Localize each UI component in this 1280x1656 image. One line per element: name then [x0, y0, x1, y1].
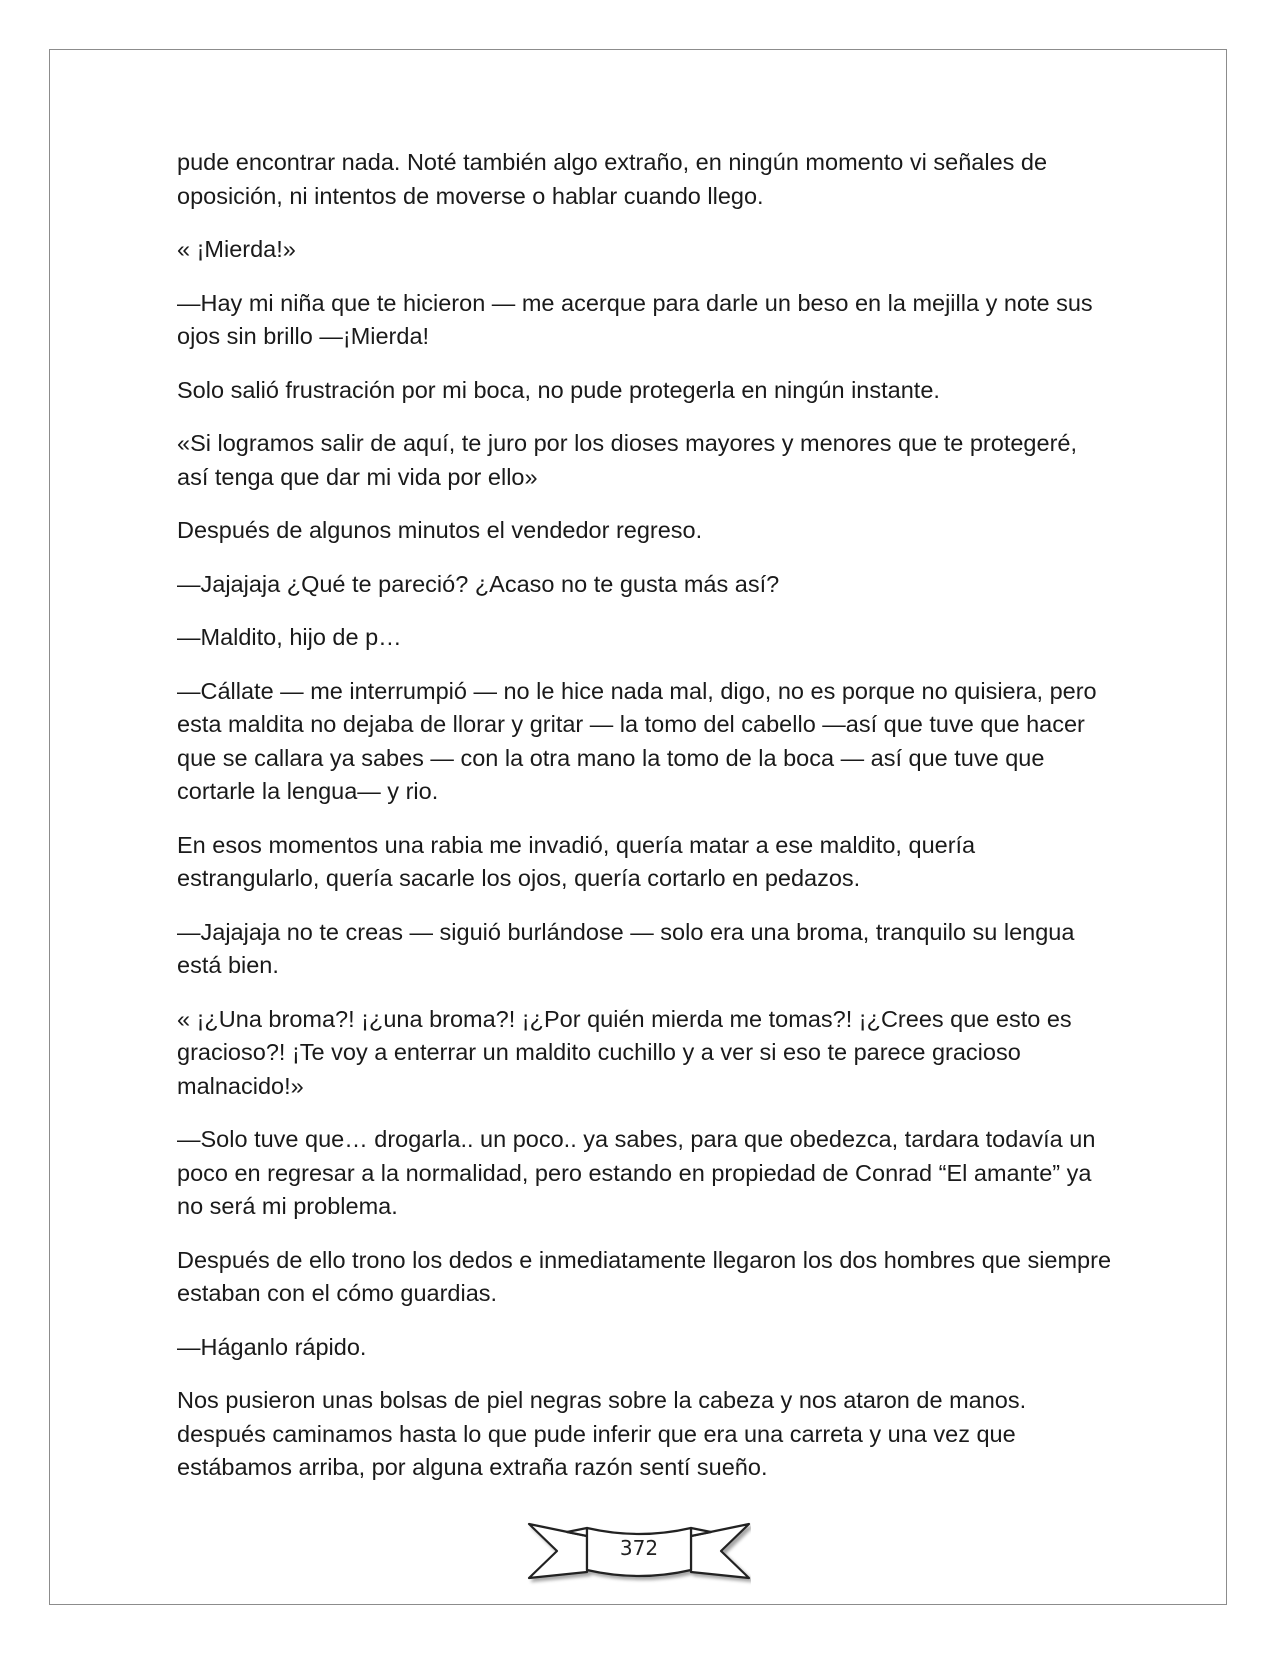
- paragraph: —Cállate — me interrumpió — no le hice nada mal, digo, no es porque no quisiera, pero esta maldita no dejaba de llorar y gritar — la tomo del cabello —así que tuve que hacer que se callara ya sabes — con la otra mano la tomo de la boca — así que tuve que cortarle la lengua— y rio.: [177, 677, 1097, 804]
- paragraph: En esos momentos una rabia me invadió, quería matar a ese maldito, quería estrangularlo, quería sacarle los ojos, quería cortarlo en pedazos.: [177, 831, 976, 891]
- paragraph: «Si logramos salir de aquí, te juro por los dioses mayores y menores que te protegeré, así tenga que dar mi vida por ello»: [177, 430, 1077, 490]
- paragraph: —Háganlo rápido.: [177, 1333, 367, 1360]
- page-number: 372: [619, 1536, 659, 1560]
- paragraph: —Jajajaja no te creas — siguió burlándose — solo era una broma, tranquilo su lengua está bien.: [177, 918, 1075, 978]
- paragraph: « ¡¿Una broma?! ¡¿una broma?! ¡¿Por quién mierda me tomas?! ¡¿Crees que esto es gracioso?! ¡Te voy a enterrar un maldito cuchillo y a ver si eso te parece gracioso malnacido!»: [177, 1005, 1072, 1099]
- paragraph: —Maldito, hijo de p…: [177, 624, 402, 650]
- paragraph: —Solo tuve que… drogarla.. un poco.. ya sabes, para que obedezca, tardara todavía un poco en regresar a la normalidad, pero estando en propiedad de Conrad “El amante” ya no será mi problema.: [177, 1126, 1096, 1219]
- paragraph: Después de algunos minutos el vendedor regreso.: [177, 517, 703, 543]
- paragraph: « ¡Mierda!»: [177, 236, 296, 262]
- paragraph: Nos pusieron unas bolsas de piel negras sobre la cabeza y nos ataron de manos. después caminamos hasta lo que pude inferir que era una carreta y una vez que estábamos arriba, por alguna extraña razón sentí sueño.: [177, 1387, 1027, 1480]
- text-body: [177, 146, 1112, 1505]
- paragraph: —Hay mi niña que te hicieron — me acerque para darle un beso en la mejilla y note sus ojos sin brillo —¡Mierda!: [177, 289, 1093, 349]
- paragraph: Solo salió frustración por mi boca, no pude protegerla en ningún instante.: [177, 376, 940, 403]
- paragraph: —Jajajaja ¿Qué te pareció? ¿Acaso no te gusta más así?: [177, 570, 780, 597]
- paragraph: pude encontrar nada. Noté también algo extraño, en ningún momento vi señales de oposición, ni intentos de moverse o hablar cuando llego.: [177, 149, 1048, 209]
- page-number-ribbon: [527, 1514, 751, 1586]
- paragraph: Después de ello trono los dedos e inmediatamente llegaron los dos hombres que siempre estaban con el cómo guardias.: [177, 1246, 1112, 1306]
